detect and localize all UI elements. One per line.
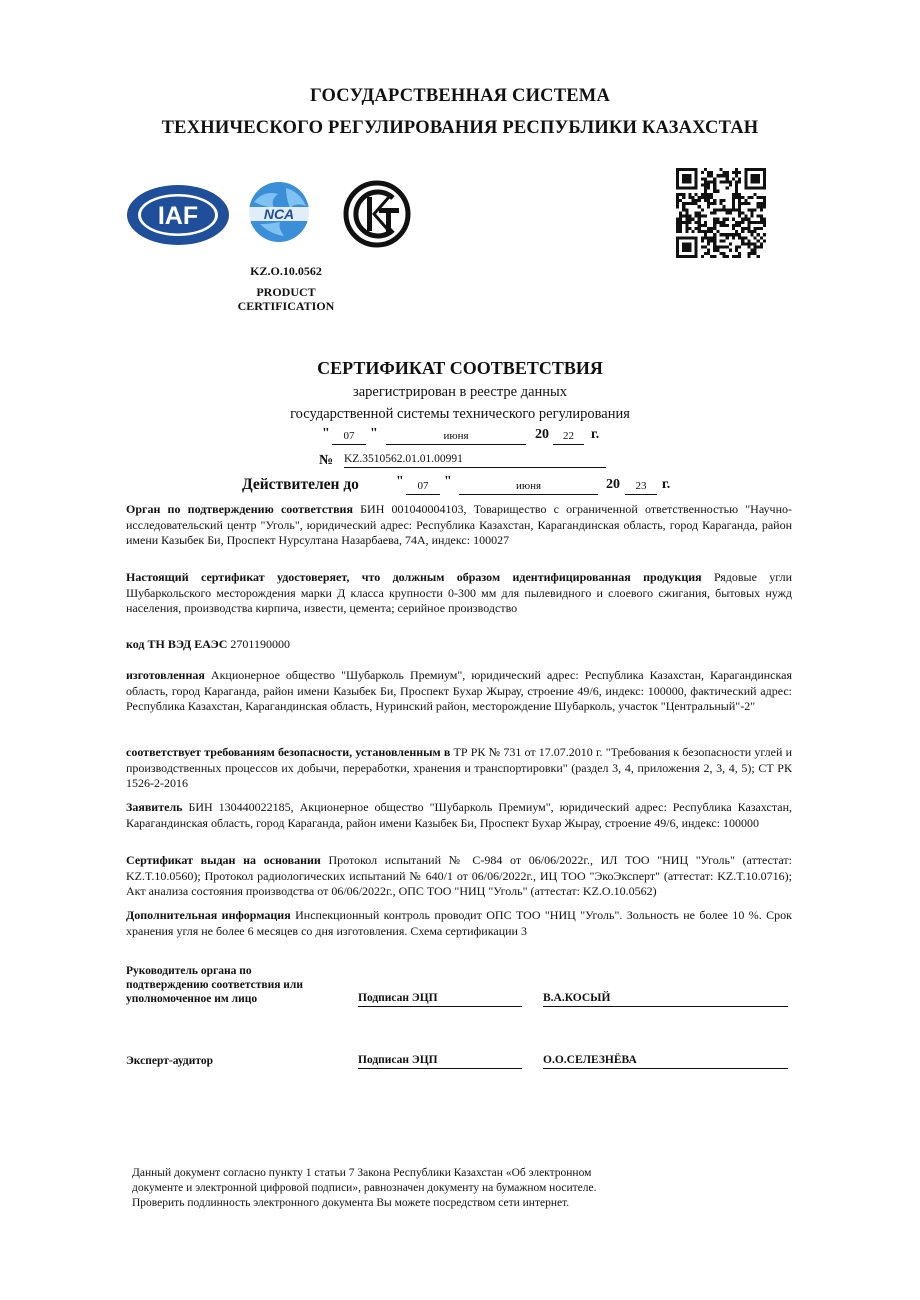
nca-logo-text: NCA xyxy=(263,206,295,222)
applicant-paragraph xyxy=(126,800,792,831)
nca-logo xyxy=(240,178,318,248)
product-text: Рядовые угли Шубаркольского месторождения марки Д класса крупности 0-300 мм для пылевидного и слоевого сжигания, бытовых нужд населения, производства кирпича, извести, цемента; серийное производство xyxy=(126,570,792,615)
organ-paragraph xyxy=(126,502,792,549)
header-line-1: ГОСУДАРСТВЕННАЯ СИСТЕМА xyxy=(309,86,611,106)
reg-year-suffix: 22 xyxy=(553,428,584,445)
valid-month: июня xyxy=(459,478,598,495)
expert-label: Эксперт-аудитор xyxy=(126,1055,213,1067)
valid-quote-open: " xyxy=(396,474,404,489)
kt-logo xyxy=(343,180,411,248)
accreditation-number: KZ.O.10.0562 xyxy=(250,264,322,278)
valid-quote-close: " xyxy=(444,474,452,489)
code-label: код ТН ВЭД ЕАЭС xyxy=(126,637,228,651)
accreditation-line-1: PRODUCT xyxy=(256,285,316,299)
reg-day: 07 xyxy=(332,428,366,445)
extra-paragraph xyxy=(126,908,792,939)
basis-text: Протокол испытаний № С-984 от 06/06/2022г., ИЛ ТОО "НИЦ "Уголь" (аттестат: KZ.T.10.0560); Протокол радиологических испытаний № 640/1 от 06/06/2022г., ИЦ ТОО "ЭкоЭксперт" (аттестат: KZ.T.10.0716); Акт анализа состояния производства от 06/06/2022г., ОПС ТОО "НИЦ "Уголь" (аттестат: KZ.O.10.0562) xyxy=(126,853,792,898)
head-name: В.А.КОСЫЙ xyxy=(543,990,788,1007)
valid-year-prefix: 20 xyxy=(606,477,620,492)
code-value: 2701190000 xyxy=(227,637,290,651)
valid-year-suffix: 23 xyxy=(625,478,657,495)
number-label: № xyxy=(319,453,334,468)
reg-quote-open: " xyxy=(322,426,330,441)
extra-label: Дополнительная информация xyxy=(126,908,291,922)
valid-year-label: г. xyxy=(662,477,671,492)
iaf-logo-text: IAF xyxy=(157,202,199,230)
head-label-line-3: уполномоченное им лицо xyxy=(126,993,258,1005)
head-label-line-1: Руководитель органа по xyxy=(126,965,252,977)
head-signed: Подписан ЭЦП xyxy=(358,990,522,1007)
conform-paragraph xyxy=(126,745,792,792)
reg-year-prefix: 20 xyxy=(535,427,549,442)
valid-label: Действителен до xyxy=(242,476,359,493)
conform-label: соответствует требованиям безопасности, установленным в xyxy=(126,745,451,759)
footer-line-3: Проверить подлинность электронного документа Вы можете посредством сети интернет. xyxy=(132,1197,570,1209)
certificate-title: СЕРТИФИКАТ СООТВЕТСТВИЯ xyxy=(317,358,603,378)
product-label: Настоящий сертификат удостоверяет, что должным образом идентифицированная продукция xyxy=(126,570,702,584)
registered-line-2: государственной системы технического регулирования xyxy=(290,406,630,422)
extra-text: Инспекционный контроль проводит ОПС ТОО "НИЦ "Уголь". Зольность не более 10 %. Срок хранения угля не более 6 месяцев со дня изготовления. Схема сертификации 3 xyxy=(126,908,793,938)
header-line-2: ТЕХНИЧЕСКОГО РЕГУЛИРОВАНИЯ РЕСПУБЛИКИ КАЗАХСТАН xyxy=(161,118,759,138)
accreditation-line-2: CERTIFICATION xyxy=(237,299,335,313)
registered-line-1: зарегистрирован в реестре данных xyxy=(352,384,568,400)
code-paragraph xyxy=(126,637,792,653)
reg-year-label: г. xyxy=(591,427,600,442)
product-paragraph xyxy=(126,570,792,617)
applicant-text: БИН 130440022185, Акционерное общество "Шубарколь Премиум", юридический адрес: Республика Казахстан, Карагандинская область, город Караганда, район имени Казыбек Би, Проспект Бухар Жырау, строение 49/6, индекс: 100000 xyxy=(126,800,792,830)
qr-code xyxy=(676,168,766,258)
basis-paragraph xyxy=(126,853,792,900)
footer-line-2: документе и электронной цифровой подписи», равнозначен документу на бумажном носителе. xyxy=(132,1182,597,1194)
footer-line-1: Данный документ согласно пункту 1 статьи 7 Закона Республики Казахстан «Об электронном xyxy=(132,1167,592,1179)
basis-label: Сертификат выдан на основании xyxy=(126,853,321,867)
reg-month: июня xyxy=(386,428,526,445)
valid-day: 07 xyxy=(406,478,440,495)
expert-name: О.О.СЕЛЕЗНЁВА xyxy=(543,1052,788,1069)
organ-label: Орган по подтверждению соответствия xyxy=(126,502,353,516)
iaf-logo xyxy=(126,184,230,246)
maker-paragraph xyxy=(126,668,792,715)
organ-text: БИН 001040004103, Товарищество с ограниченной ответственностью "Научно-исследовательский центр "Уголь", юридический адрес: Республика Казахстан, Карагандинская область, город Караганда, район имени Казыбек Би, Проспект Нурсултана Назарбаева, 74А, индекс: 100027 xyxy=(126,502,792,547)
conform-text: ТР РК № 731 от 17.07.2010 г. "Требования к безопасности углей и производственных процессов их добычи, переработки, хранения и транспортировки" (раздел 3, 4, приложения 2, 3, 4, 5); СТ РК 1526-2-2016 xyxy=(126,745,792,790)
expert-signed: Подписан ЭЦП xyxy=(358,1052,522,1069)
applicant-label: Заявитель xyxy=(126,800,183,814)
maker-label: изготовленная xyxy=(126,668,205,682)
certificate-number: KZ.3510562.01.01.00991 xyxy=(344,451,606,468)
reg-quote-close: " xyxy=(370,426,378,441)
maker-text: Акционерное общество "Шубарколь Премиум", юридический адрес: Республика Казахстан, Карагандинская область, город Караганда, район имени Казыбек Би, Проспект Бухар Жырау, строение 49/6, индекс: 100000, фактический адрес: Республика Казахстан, Карагандинская область, Нуринский район, месторождение Шубарколь, участок "Центральный"-2" xyxy=(126,668,792,713)
head-label-line-2: подтверждению соответствия или xyxy=(126,979,303,991)
